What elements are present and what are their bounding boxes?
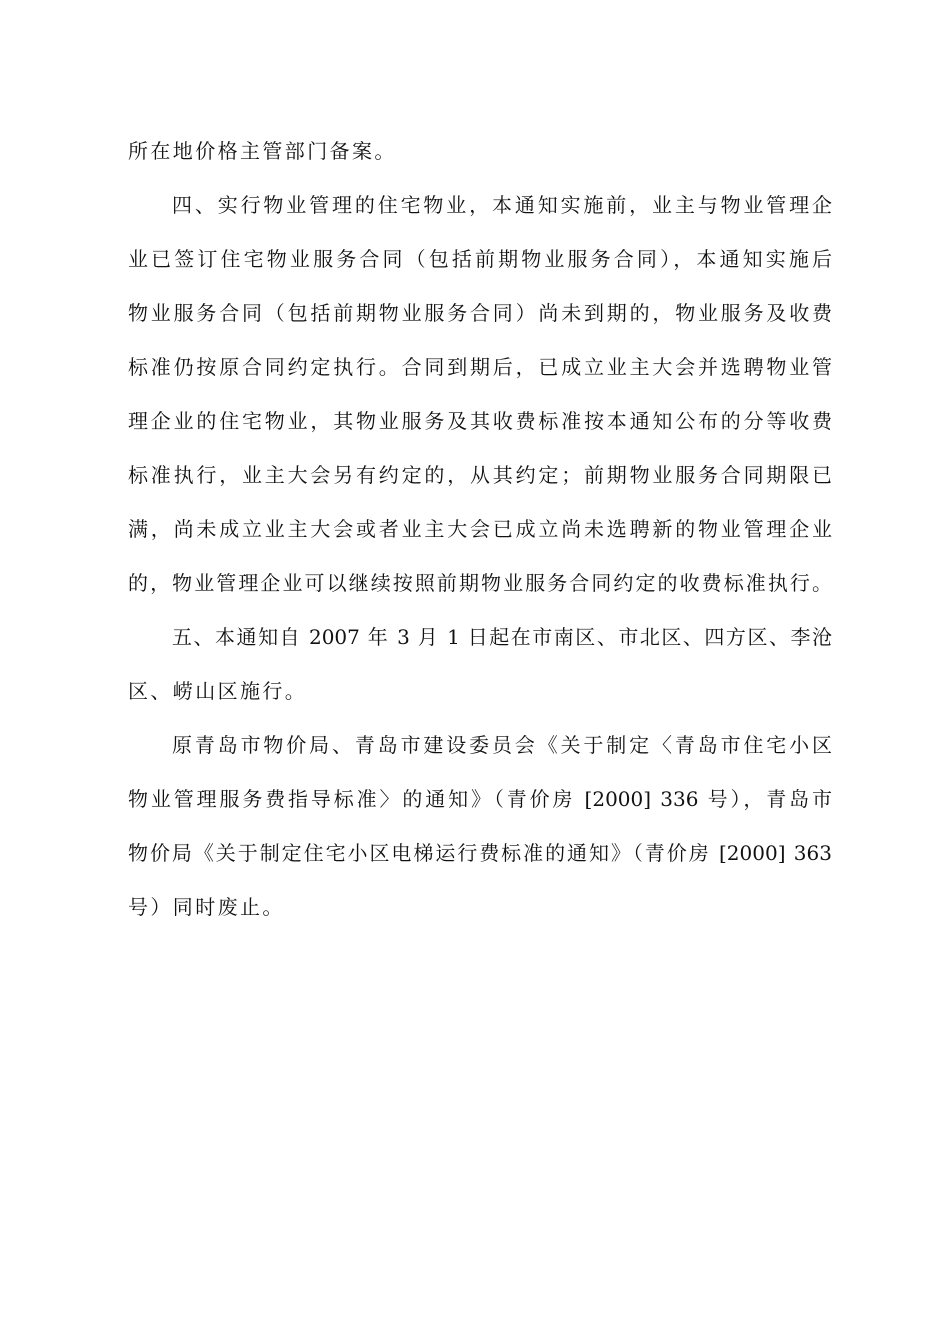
text-line: 物价局《关于制定住宅小区电梯运行费标准的通知》（青价房 [2000] 363 — [128, 841, 832, 865]
text-line: 号）同时废止。 — [128, 895, 285, 919]
text-line: 所在地价格主管部门备案。 — [128, 139, 397, 163]
text-line: 五、本通知自 2007 年 3 月 1 日起在市南区、市北区、四方区、李沧 — [172, 625, 832, 649]
text-line: 物业管理服务费指导标准〉的通知》（青价房 [2000] 336 号），青岛市 — [128, 787, 832, 811]
text-line: 原青岛市物价局、青岛市建设委员会《关于制定〈青岛市住宅小区 — [172, 733, 832, 757]
text-line: 满，尚未成立业主大会或者业主大会已成立尚未选聘新的物业管理企业 — [128, 517, 832, 541]
text-line: 标准仍按原合同约定执行。合同到期后，已成立业主大会并选聘物业管 — [128, 355, 832, 379]
text-line: 理企业的住宅物业，其物业服务及其收费标准按本通知公布的分等收费 — [128, 409, 832, 433]
document-body — [128, 124, 832, 934]
text-line: 的，物业管理企业可以继续按照前期物业服务合同约定的收费标准执行。 — [128, 571, 832, 595]
text-line: 业已签订住宅物业服务合同（包括前期物业服务合同），本通知实施后 — [128, 247, 832, 271]
text-line: 物业服务合同（包括前期物业服务合同）尚未到期的，物业服务及收费 — [128, 301, 832, 325]
text-line: 标准执行，业主大会另有约定的，从其约定；前期物业服务合同期限已 — [128, 463, 832, 487]
text-line: 四、实行物业管理的住宅物业，本通知实施前，业主与物业管理企 — [172, 193, 832, 217]
text-line: 区、崂山区施行。 — [128, 679, 308, 703]
